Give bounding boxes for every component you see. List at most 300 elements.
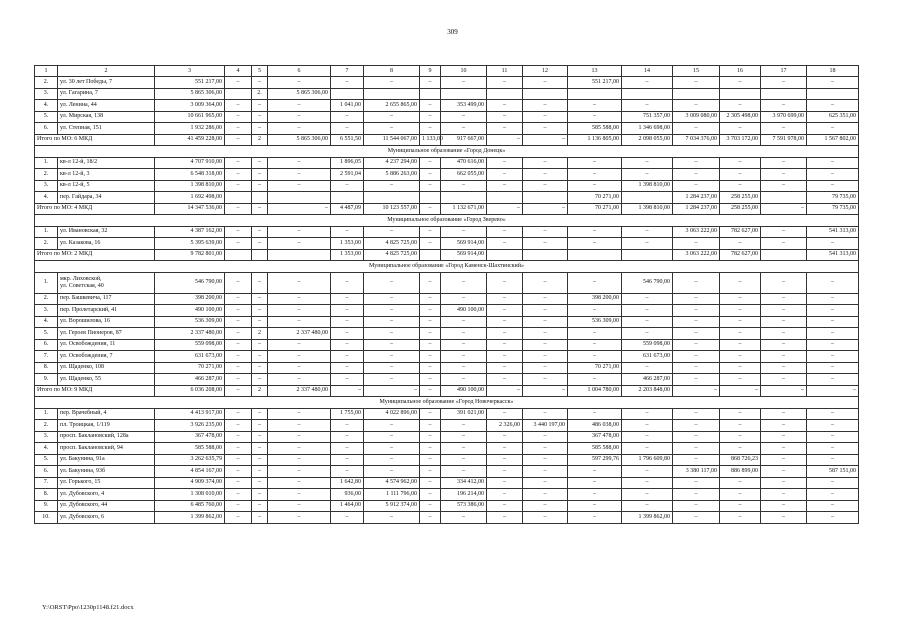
row-number: 7. <box>35 351 58 363</box>
value-cell: – <box>420 157 441 169</box>
table-row <box>35 512 859 524</box>
value-cell: – <box>252 362 268 374</box>
value-cell: 5 395 639,00 <box>155 238 225 250</box>
value-cell: – <box>225 123 252 135</box>
value-cell: – <box>441 466 487 478</box>
value-cell: – <box>441 180 487 192</box>
value-cell: – <box>761 454 807 466</box>
value-cell: – <box>487 305 523 317</box>
total-cell: 541 313,00 <box>807 249 859 261</box>
value-cell: – <box>441 339 487 351</box>
value-cell: 1 284 237,00 <box>673 192 720 204</box>
value-cell: 551 217,00 <box>568 77 622 89</box>
value-cell: – <box>364 339 420 351</box>
total-row <box>35 249 859 261</box>
value-cell: – <box>673 316 720 328</box>
value-cell <box>364 192 420 204</box>
value-cell: – <box>622 293 673 305</box>
value-cell: – <box>268 169 331 181</box>
value-cell: 546 790,00 <box>622 272 673 293</box>
value-cell: 353 499,00 <box>441 100 487 112</box>
row-number: 3. <box>35 431 58 443</box>
value-cell: – <box>673 477 720 489</box>
value-cell: – <box>523 489 568 501</box>
value-cell: – <box>487 169 523 181</box>
value-cell: 490 100,00 <box>155 305 225 317</box>
value-cell: – <box>568 305 622 317</box>
value-cell: 6 485 760,00 <box>155 500 225 512</box>
value-cell: 662 055,00 <box>441 169 487 181</box>
value-cell: – <box>252 169 268 181</box>
total-cell: – <box>673 385 720 397</box>
value-cell: – <box>364 77 420 89</box>
value-cell: – <box>225 305 252 317</box>
value-cell: 70 271,00 <box>155 362 225 374</box>
value-cell: – <box>441 316 487 328</box>
value-cell: 1 111 796,00 <box>364 489 420 501</box>
total-cell <box>268 249 331 261</box>
row-number: 5. <box>35 111 58 123</box>
address-cell: ул. Бакунина, 91а <box>58 454 155 466</box>
total-row <box>35 134 859 146</box>
address-cell: пер. Врачебный, 4 <box>58 408 155 420</box>
address-cell: ул. Гагарина, 7 <box>58 88 155 100</box>
value-cell: – <box>568 374 622 386</box>
value-cell: – <box>807 238 859 250</box>
value-cell: – <box>225 293 252 305</box>
value-cell: – <box>720 443 761 455</box>
value-cell: – <box>807 339 859 351</box>
value-cell: – <box>331 123 364 135</box>
value-cell: – <box>761 339 807 351</box>
value-cell: – <box>441 272 487 293</box>
value-cell: 5 865 306,00 <box>268 88 331 100</box>
value-cell: 466 287,00 <box>622 374 673 386</box>
value-cell: – <box>268 443 331 455</box>
value-cell: – <box>807 420 859 432</box>
value-cell: – <box>225 316 252 328</box>
total-cell <box>622 249 673 261</box>
row-number: 2. <box>35 77 58 89</box>
table-row <box>35 293 859 305</box>
table-row <box>35 169 859 181</box>
column-number: 7 <box>331 66 364 77</box>
section-header-row <box>35 261 859 273</box>
total-label: Итого по МО: 9 МКД <box>35 385 155 397</box>
value-cell: – <box>252 238 268 250</box>
value-cell <box>807 88 859 100</box>
value-cell: – <box>523 180 568 192</box>
value-cell: – <box>523 272 568 293</box>
value-cell: 4 574 962,00 <box>364 477 420 489</box>
address-cell: пер. Гайдара, 34 <box>58 192 155 204</box>
value-cell: – <box>420 489 441 501</box>
address-cell: пер. Башкевича, 117 <box>58 293 155 305</box>
value-cell: – <box>225 466 252 478</box>
value-cell: – <box>523 169 568 181</box>
total-cell: – <box>252 203 268 215</box>
value-cell: – <box>441 374 487 386</box>
value-cell: – <box>252 339 268 351</box>
value-cell: 398 200,00 <box>568 293 622 305</box>
value-cell: – <box>441 362 487 374</box>
value-cell: – <box>268 512 331 524</box>
value-cell: – <box>673 339 720 351</box>
value-cell: – <box>441 77 487 89</box>
value-cell: – <box>523 408 568 420</box>
value-cell: – <box>807 351 859 363</box>
value-cell: – <box>807 157 859 169</box>
value-cell: 536 309,00 <box>568 316 622 328</box>
value-cell: – <box>622 420 673 432</box>
total-cell: – <box>420 385 441 397</box>
address-cell: ул. Дубовского, 44 <box>58 500 155 512</box>
value-cell: – <box>225 272 252 293</box>
total-cell: 6 036 208,00 <box>155 385 225 397</box>
value-cell: – <box>420 123 441 135</box>
value-cell: – <box>807 180 859 192</box>
value-cell: – <box>225 500 252 512</box>
total-label: Итого по МО: 4 МКД <box>35 203 155 215</box>
value-cell: 1 399 862,00 <box>622 512 673 524</box>
total-cell: 10 123 557,00 <box>364 203 420 215</box>
value-cell: – <box>807 477 859 489</box>
value-cell <box>420 192 441 204</box>
total-cell: – <box>268 203 331 215</box>
value-cell: – <box>420 328 441 340</box>
value-cell: – <box>720 169 761 181</box>
table-row <box>35 100 859 112</box>
value-cell: – <box>487 500 523 512</box>
value-cell: – <box>420 77 441 89</box>
table-row <box>35 443 859 455</box>
value-cell: – <box>364 362 420 374</box>
value-cell: 1 353,00 <box>331 238 364 250</box>
value-cell: – <box>673 293 720 305</box>
document-path: Y:\ORST\Ppo\1230p1148.f21.docx <box>42 604 134 611</box>
value-cell <box>225 88 252 100</box>
value-cell: 367 478,00 <box>155 431 225 443</box>
value-cell: – <box>441 351 487 363</box>
value-cell <box>523 88 568 100</box>
value-cell: 886 899,00 <box>720 466 761 478</box>
value-cell: 1 796 609,80 <box>622 454 673 466</box>
value-cell: – <box>673 500 720 512</box>
total-cell: – <box>420 203 441 215</box>
value-cell: – <box>252 305 268 317</box>
value-cell: 2 337 480,00 <box>268 328 331 340</box>
value-cell: – <box>761 238 807 250</box>
value-cell: – <box>420 351 441 363</box>
value-cell: 536 309,00 <box>155 316 225 328</box>
value-cell: 1 346 698,00 <box>622 123 673 135</box>
value-cell: – <box>252 408 268 420</box>
value-cell: – <box>225 443 252 455</box>
value-cell: – <box>622 408 673 420</box>
value-cell: – <box>568 272 622 293</box>
value-cell: 391 021,00 <box>441 408 487 420</box>
value-cell: – <box>331 374 364 386</box>
address-cell: мкр. Лиховской, ул. Советская, 40 <box>58 272 155 293</box>
value-cell: – <box>252 157 268 169</box>
value-cell: – <box>252 123 268 135</box>
column-number: 4 <box>225 66 252 77</box>
column-number: 2 <box>58 66 155 77</box>
value-cell: – <box>268 431 331 443</box>
table-row <box>35 408 859 420</box>
value-cell: – <box>441 111 487 123</box>
address-cell: ул. Дубовского, 4 <box>58 489 155 501</box>
total-cell: – <box>807 385 859 397</box>
table-row <box>35 500 859 512</box>
value-cell: – <box>807 328 859 340</box>
value-cell: – <box>720 374 761 386</box>
total-cell: – <box>523 203 568 215</box>
value-cell: – <box>268 272 331 293</box>
value-cell: – <box>225 77 252 89</box>
value-cell: – <box>568 351 622 363</box>
row-number: 7. <box>35 477 58 489</box>
value-cell <box>420 88 441 100</box>
value-cell: 587 151,00 <box>807 466 859 478</box>
total-cell: 4 487,09 <box>331 203 364 215</box>
value-cell: – <box>761 408 807 420</box>
row-number: 5. <box>35 328 58 340</box>
column-number: 3 <box>155 66 225 77</box>
row-number: 2. <box>35 169 58 181</box>
value-cell: – <box>673 362 720 374</box>
column-number: 10 <box>441 66 487 77</box>
value-cell: – <box>268 305 331 317</box>
row-number: 6. <box>35 123 58 135</box>
value-cell: – <box>225 157 252 169</box>
value-cell: 1 399 862,00 <box>155 512 225 524</box>
value-cell: – <box>252 100 268 112</box>
value-cell: – <box>331 420 364 432</box>
value-cell: 4 707 910,00 <box>155 157 225 169</box>
value-cell: – <box>420 443 441 455</box>
value-cell: – <box>364 431 420 443</box>
address-cell: ул. Освобождения, 7 <box>58 351 155 363</box>
value-cell: – <box>673 351 720 363</box>
value-cell: – <box>225 420 252 432</box>
total-cell: 2 <box>252 385 268 397</box>
value-cell: – <box>225 328 252 340</box>
value-cell: – <box>441 293 487 305</box>
total-cell <box>487 249 523 261</box>
total-cell: 3 703 172,00 <box>720 134 761 146</box>
value-cell: 541 313,00 <box>807 226 859 238</box>
value-cell: – <box>420 408 441 420</box>
total-cell: – <box>225 203 252 215</box>
column-number: 5 <box>252 66 268 77</box>
value-cell: 1 398 810,00 <box>622 180 673 192</box>
value-cell: 559 098,00 <box>155 339 225 351</box>
value-cell: – <box>268 339 331 351</box>
value-cell: 573 386,00 <box>441 500 487 512</box>
value-cell: – <box>225 169 252 181</box>
value-cell: – <box>673 238 720 250</box>
value-cell: 2 305 498,00 <box>720 111 761 123</box>
value-cell: – <box>364 316 420 328</box>
value-cell: – <box>487 466 523 478</box>
value-cell: 4 909 374,00 <box>155 477 225 489</box>
value-cell: – <box>225 489 252 501</box>
value-cell: – <box>720 362 761 374</box>
value-cell: – <box>568 489 622 501</box>
value-cell: – <box>720 512 761 524</box>
value-cell: – <box>225 180 252 192</box>
value-cell: – <box>673 512 720 524</box>
value-cell: 490 100,00 <box>441 305 487 317</box>
total-row <box>35 385 859 397</box>
address-cell: кв-л 12-й, 5 <box>58 180 155 192</box>
total-cell <box>420 249 441 261</box>
total-cell: – <box>364 385 420 397</box>
total-cell: 79 735,00 <box>807 203 859 215</box>
row-number: 1. <box>35 272 58 293</box>
value-cell: – <box>225 362 252 374</box>
value-cell: – <box>268 316 331 328</box>
value-cell: – <box>420 305 441 317</box>
address-cell: пер. Пролетарский, 41 <box>58 305 155 317</box>
value-cell: – <box>364 293 420 305</box>
row-number: 9. <box>35 500 58 512</box>
value-cell: – <box>622 466 673 478</box>
table-row <box>35 466 859 478</box>
value-cell: – <box>364 328 420 340</box>
total-cell: – <box>487 385 523 397</box>
value-cell: – <box>761 443 807 455</box>
total-cell: 917 667,00 <box>441 134 487 146</box>
value-cell: – <box>225 431 252 443</box>
value-cell: – <box>622 305 673 317</box>
value-cell: – <box>252 443 268 455</box>
total-cell: – <box>331 385 364 397</box>
page-number: 309 <box>447 28 458 36</box>
value-cell: 334 412,00 <box>441 477 487 489</box>
value-cell: – <box>761 169 807 181</box>
value-cell: 2 591,04 <box>331 169 364 181</box>
value-cell: – <box>523 111 568 123</box>
value-cell: – <box>225 408 252 420</box>
total-cell: 258 255,00 <box>720 203 761 215</box>
total-cell: – <box>761 203 807 215</box>
table-row <box>35 77 859 89</box>
value-cell: – <box>364 466 420 478</box>
total-cell: 1 353,00 <box>331 249 364 261</box>
value-cell: – <box>761 316 807 328</box>
value-cell <box>568 88 622 100</box>
value-cell: – <box>420 111 441 123</box>
row-number: 2. <box>35 238 58 250</box>
value-cell <box>225 192 252 204</box>
value-cell: – <box>487 489 523 501</box>
column-number: 11 <box>487 66 523 77</box>
total-cell: 14 347 536,00 <box>155 203 225 215</box>
value-cell: – <box>225 477 252 489</box>
value-cell: – <box>364 351 420 363</box>
value-cell: – <box>673 169 720 181</box>
total-cell: – <box>523 385 568 397</box>
value-cell: – <box>761 77 807 89</box>
value-cell: 1 932 286,00 <box>155 123 225 135</box>
value-cell: – <box>673 443 720 455</box>
value-cell: – <box>673 431 720 443</box>
address-cell: кв-л 12-й, 3 <box>58 169 155 181</box>
value-cell: – <box>807 500 859 512</box>
value-cell <box>487 192 523 204</box>
section-header-row <box>35 397 859 409</box>
address-cell: ул. Степная, 151 <box>58 123 155 135</box>
section-header-row <box>35 215 859 227</box>
total-cell: 70 271,00 <box>568 203 622 215</box>
total-cell: 2 337 480,00 <box>268 385 331 397</box>
value-cell: – <box>523 454 568 466</box>
column-number: 12 <box>523 66 568 77</box>
value-cell: – <box>420 374 441 386</box>
value-cell: – <box>523 466 568 478</box>
value-cell: 70 271,00 <box>568 192 622 204</box>
value-cell: – <box>331 454 364 466</box>
value-cell: – <box>420 180 441 192</box>
value-cell: – <box>331 351 364 363</box>
value-cell: – <box>523 305 568 317</box>
value-cell: – <box>252 512 268 524</box>
value-cell: – <box>268 454 331 466</box>
value-cell: – <box>720 293 761 305</box>
value-cell: – <box>268 408 331 420</box>
value-cell: – <box>364 374 420 386</box>
table-row <box>35 157 859 169</box>
table-row <box>35 305 859 317</box>
value-cell: – <box>331 272 364 293</box>
value-cell: 367 478,00 <box>568 431 622 443</box>
value-cell: – <box>420 362 441 374</box>
value-cell <box>364 88 420 100</box>
value-cell: – <box>761 226 807 238</box>
table-row <box>35 351 859 363</box>
total-cell: 7 034 376,00 <box>673 134 720 146</box>
value-cell: – <box>252 351 268 363</box>
row-number: 10. <box>35 512 58 524</box>
row-number: 6. <box>35 466 58 478</box>
value-cell: – <box>487 431 523 443</box>
table-row <box>35 431 859 443</box>
address-cell: ул. Горького, 15 <box>58 477 155 489</box>
value-cell: – <box>523 226 568 238</box>
table-row <box>35 477 859 489</box>
value-cell: 3 440 197,00 <box>523 420 568 432</box>
value-cell: – <box>364 454 420 466</box>
value-cell: – <box>673 305 720 317</box>
table-row <box>35 180 859 192</box>
row-number: 4. <box>35 100 58 112</box>
value-cell: – <box>673 100 720 112</box>
value-cell: – <box>720 477 761 489</box>
value-cell: – <box>331 305 364 317</box>
row-number: 1. <box>35 157 58 169</box>
value-cell: – <box>487 454 523 466</box>
row-number: 3. <box>35 88 58 100</box>
value-cell: – <box>807 77 859 89</box>
value-cell: 258 255,00 <box>720 192 761 204</box>
value-cell: – <box>331 293 364 305</box>
value-cell: 4 022 896,00 <box>364 408 420 420</box>
value-cell: – <box>761 466 807 478</box>
value-cell: – <box>268 77 331 89</box>
total-cell: 569 914,00 <box>441 249 487 261</box>
